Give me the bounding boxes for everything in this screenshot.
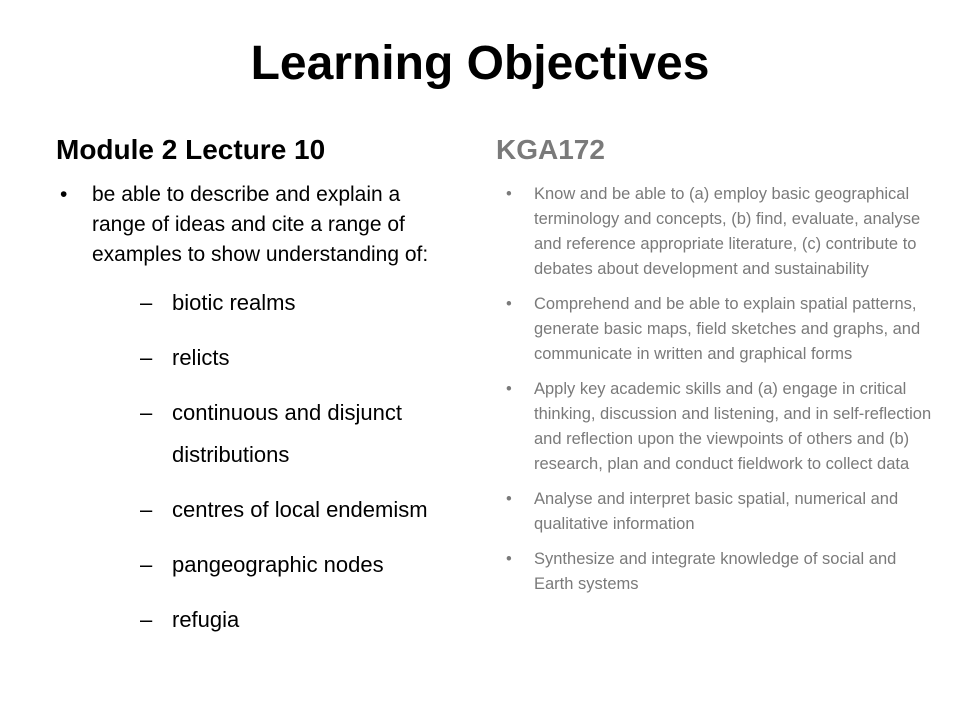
dash-icon: –: [140, 552, 153, 577]
objective-text: Know and be able to (a) employ basic geographical terminology and concepts, (b) find, evaluate, analyse and reference appropriate literature, (c) contribute to debates about development and sustainability: [534, 185, 921, 278]
sub-item-label: pangeographic nodes: [172, 552, 384, 577]
unit-code-heading: KGA172: [496, 134, 605, 165]
sub-item-refugia: [92, 599, 456, 641]
left-column: [56, 130, 456, 654]
slide-title: Learning Objectives: [250, 37, 710, 90]
sub-item-label: refugia: [172, 607, 240, 632]
intro-text: be able to describe and explain a range of ideas and cite a range of examples to show understanding of:: [92, 183, 429, 266]
sub-item-distributions: [92, 392, 456, 476]
objective-item: [496, 377, 932, 477]
objective-text: Synthesize and integrate knowledge of social and Earth systems: [534, 550, 897, 593]
objective-text: Comprehend and be able to explain spatial patterns, generate basic maps, field sketches and graphs, and communicate in written and graphical forms: [534, 295, 921, 363]
bullet-icon: •: [506, 295, 512, 313]
bullet-icon: •: [506, 490, 512, 508]
sub-item-label: biotic realms: [172, 290, 296, 315]
objective-item: [496, 487, 932, 537]
left-bullet-item: [56, 180, 456, 641]
sub-item-pangeographic-nodes: [92, 544, 456, 586]
objective-text: Analyse and interpret basic spatial, numerical and qualitative information: [534, 490, 899, 533]
dash-icon: –: [140, 400, 153, 425]
bullet-icon: •: [506, 185, 512, 203]
sub-list: [92, 282, 456, 641]
right-column: [496, 130, 932, 607]
dash-icon: –: [140, 607, 153, 632]
objective-item: [496, 547, 932, 597]
dash-icon: –: [140, 290, 153, 315]
sub-item-label: relicts: [172, 345, 230, 370]
objective-text: Apply key academic skills and (a) engage in critical thinking, discussion and listening, and in self-reflection and reflection upon the viewpoints of others and (b) research, plan and conduct fieldwork to collect data: [534, 380, 932, 473]
bullet-icon: •: [506, 550, 512, 568]
sub-item-label: centres of local endemism: [172, 497, 428, 522]
sub-item-label: continuous and disjunct distributions: [172, 400, 402, 467]
module-heading: Module 2 Lecture 10: [56, 134, 326, 165]
right-bullet-list: [496, 182, 932, 597]
objective-item: [496, 182, 932, 282]
dash-icon: –: [140, 497, 153, 522]
dash-icon: –: [140, 345, 153, 370]
sub-item-endemism: [92, 489, 456, 531]
sub-item-biotic-realms: [92, 282, 456, 324]
bullet-icon: •: [60, 183, 68, 206]
sub-item-relicts: [92, 337, 456, 379]
bullet-icon: •: [506, 380, 512, 398]
left-bullet-list: [56, 180, 456, 641]
objective-item: [496, 292, 932, 367]
